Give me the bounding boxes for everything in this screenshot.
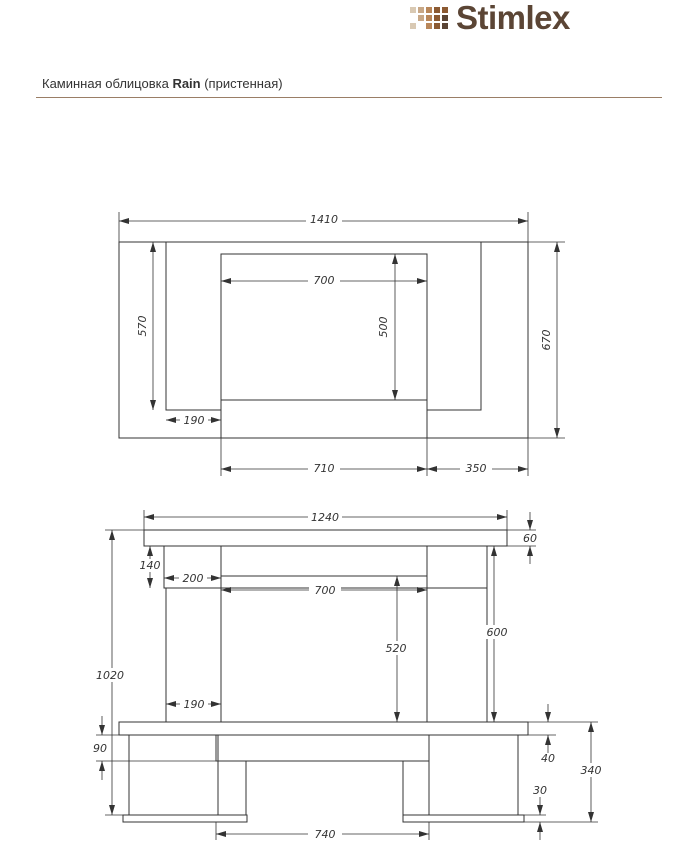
dim-front-pillar-top-width: 200 <box>182 572 204 585</box>
front-base-middle <box>216 735 429 761</box>
front-right-pillar <box>427 588 487 722</box>
dim-front-base-step: 40 <box>541 752 555 765</box>
front-dimension-lines <box>96 510 598 840</box>
dim-top-hearth-side: 350 <box>465 462 487 475</box>
dim-front-opening-width: 700 <box>314 584 336 597</box>
dim-front-shelf-width: 1240 <box>311 511 339 524</box>
front-hearth-slab <box>119 722 528 735</box>
front-upper-right-block <box>427 546 487 588</box>
dim-top-opening-width: 700 <box>313 274 335 287</box>
top-inner-left <box>166 242 221 410</box>
front-base-right <box>429 735 518 815</box>
dim-front-total-height: 1020 <box>96 669 124 682</box>
brand-name: Stimlex <box>456 0 570 36</box>
dim-top-opening-height: 500 <box>377 316 390 338</box>
dim-top-side-thickness: 190 <box>183 414 205 427</box>
front-shelf <box>144 530 507 546</box>
title-prefix: Каминная облицовка <box>42 76 173 91</box>
dim-top-inner-height: 570 <box>136 315 149 337</box>
dim-front-base-gap: 90 <box>93 742 107 755</box>
dim-top-hearth-width: 710 <box>313 462 335 475</box>
dim-front-base-width: 740 <box>314 828 336 841</box>
dim-front-opening-height: 520 <box>385 642 407 655</box>
title-suffix: (пристенная) <box>200 76 283 91</box>
top-view <box>119 242 528 438</box>
dim-front-upper-block: 140 <box>139 559 161 572</box>
dim-front-pillar-width: 190 <box>183 698 205 711</box>
title-model: Rain <box>172 76 201 91</box>
front-base-left <box>129 735 218 815</box>
dim-front-plinth: 30 <box>533 784 547 797</box>
top-outer-outline <box>119 242 528 438</box>
dim-front-pillar-height: 600 <box>486 626 508 639</box>
front-dimension-labels <box>93 510 606 841</box>
dim-front-shelf-thickness: 60 <box>523 532 537 545</box>
dim-front-base-height: 340 <box>580 764 602 777</box>
dim-top-total-depth: 670 <box>540 329 553 351</box>
top-dimension-lines <box>119 212 565 476</box>
front-plinth-right <box>403 815 524 822</box>
front-plinth-left <box>123 815 247 822</box>
dim-top-total-width: 1410 <box>310 213 338 226</box>
top-dimension-labels <box>135 212 553 475</box>
top-inner-right <box>427 242 481 410</box>
